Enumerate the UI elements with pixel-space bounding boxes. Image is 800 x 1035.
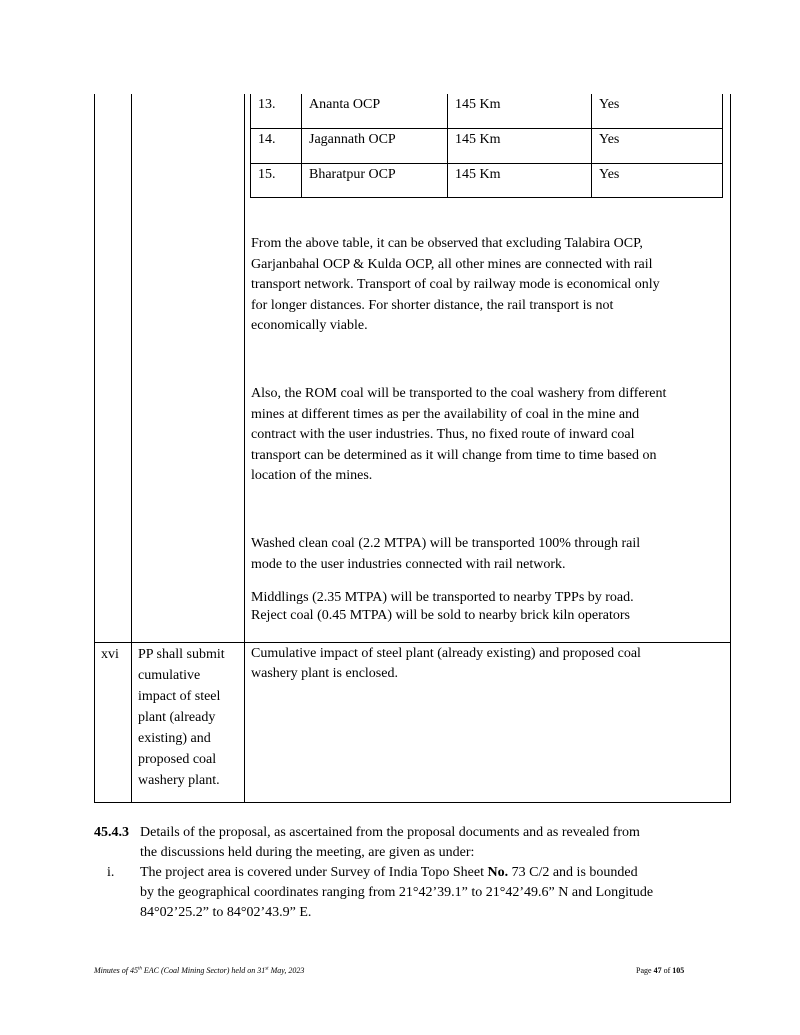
row-number: 15. [258, 167, 276, 182]
mine-name: Jagannath OCP [309, 132, 396, 147]
section-number: 45.4.3 [94, 825, 129, 840]
paragraph-rom-coal-transport: Also, the ROM coal will be transported to the coal washery from different mines at different times as per the availability of coal in the mine and contract with the user industries. Thus, no fixed route of inward coal transport can be determined as it will change from time to time based on location of the mines. [251, 386, 667, 483]
row-number: 13. [258, 97, 276, 112]
rail-connected: Yes [599, 97, 620, 112]
paragraph-rail-connectivity: From the above table, it can be observed that excluding Talabira OCP, Garjanbahal OCP & Kulda OCP, all other mines are connected with rail transport network. Transport of coal by railway mode is economical only for longer distances. For shorter distance, the rail transport is not economically viable. [251, 236, 660, 333]
footer-page-number: Page 47 of 105 [636, 966, 685, 975]
condition-number: xvi [101, 647, 119, 662]
mine-distance: 145 Km [455, 132, 501, 147]
number-column-divider [131, 94, 132, 803]
outer-table-right-border [730, 94, 731, 803]
list-item-topo-sheet: The project area is covered under Survey of India Topo Sheet No. 73 C/2 and is bounded by the geographical coordinates ranging from 21°42’39.1” to 21°42’49.6” N and Longitude 84°02’25.2” to 84°02’43.9” E. [140, 865, 654, 920]
mine-distance: 145 Km [455, 97, 501, 112]
outer-table-bottom-border [94, 802, 731, 803]
section-intro: Details of the proposal, as ascertained from the proposal documents and as revealed from the discussions held during the meeting, are given as under: [140, 825, 640, 860]
mine-name: Ananta OCP [309, 97, 381, 112]
row-number: 14. [258, 132, 276, 147]
footer-meeting-minutes: Minutes of 45th EAC (Coal Mining Sector) held on 31st May, 2023 [94, 966, 305, 975]
outer-table-left-border [94, 94, 95, 803]
paragraph-middlings-reject: Middlings (2.35 MTPA) will be transported to nearby TPPs by road. Reject coal (0.45 MTPA) will be sold to nearby brick kiln operators [251, 590, 634, 623]
paragraph-washed-coal: Washed clean coal (2.2 MTPA) will be transported 100% through rail mode to the user industries connected with rail network. [251, 536, 641, 572]
mine-name: Bharatpur OCP [309, 167, 396, 182]
mine-distance: 145 Km [455, 167, 501, 182]
row-divider [94, 642, 731, 643]
condition-text: PP shall submit cumulative impact of steel plant (already existing) and proposed coal washery plant. [138, 647, 225, 788]
response-text: Cumulative impact of steel plant (already existing) and proposed coal washery plant is enclosed. [251, 646, 641, 681]
list-marker: i. [107, 865, 115, 880]
rail-connected: Yes [599, 132, 620, 147]
condition-column-divider [244, 94, 245, 803]
rail-connected: Yes [599, 167, 620, 182]
